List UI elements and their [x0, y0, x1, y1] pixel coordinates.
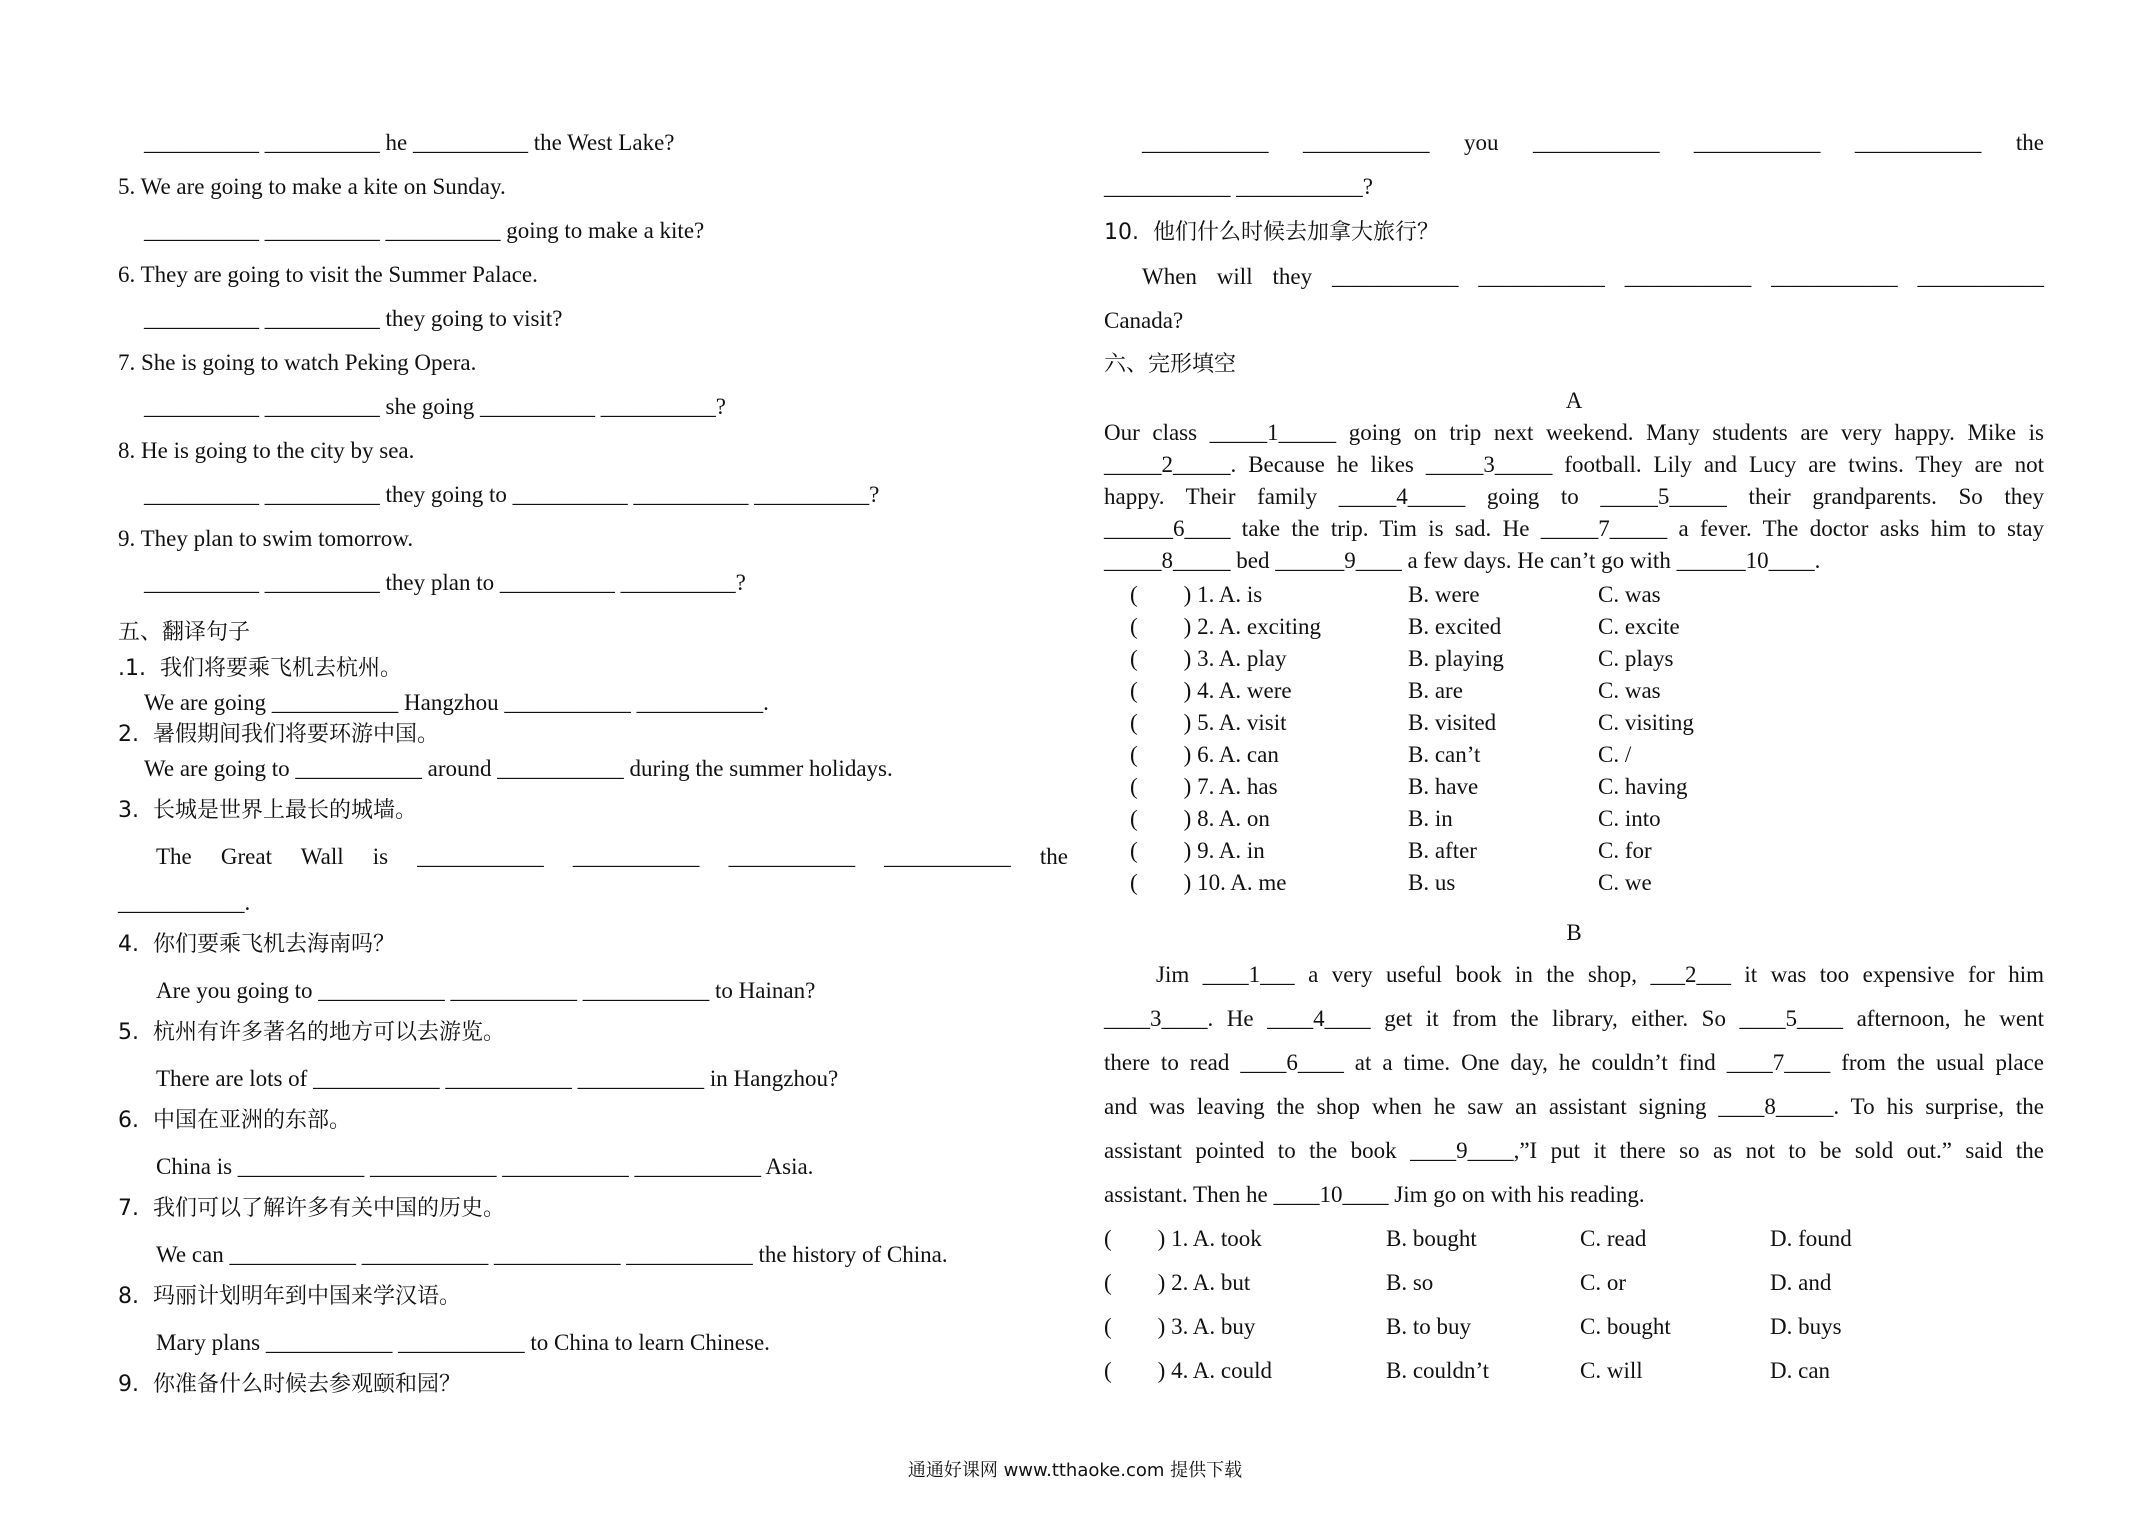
left-text-line: __________ __________ he __________ the West Lake?: [144, 130, 675, 155]
left-text-line: 7. She is going to watch Peking Opera.: [118, 350, 477, 375]
choices_a-option-b: B. are: [1408, 678, 1463, 703]
choices_a-option-c: C. /: [1598, 742, 1632, 767]
choices_b-option-q: ( ) 4. A. could: [1104, 1358, 1273, 1383]
left-text-line: 3. 长城是世界上最长的城墙。: [118, 798, 417, 823]
left-text-line: China is ___________ ___________ ___________ ___________ Asia.: [156, 1154, 814, 1179]
choices_a-option-q: ( ) 3. A. play: [1130, 646, 1287, 671]
right-text-line: B: [1566, 920, 1582, 945]
right-text-line: ___________ ___________ you ___________ ___________ ___________ the: [1142, 130, 2044, 155]
choices_a-option-c: C. was: [1598, 582, 1661, 607]
left-text-line: __________ __________ she going __________ __________?: [144, 394, 727, 419]
left-text-line: 8. 玛丽计划明年到中国来学汉语。: [118, 1284, 461, 1309]
left-text-line: __________ __________ they plan to __________ __________?: [144, 570, 746, 595]
choices_a-option-q: ( ) 7. A. has: [1130, 774, 1278, 799]
right-text-line: ____3____. He ____4____ get it from the library, either. So ____5____ afternoon, he went: [1104, 1006, 2044, 1031]
choices_a-option-c: C. into: [1598, 806, 1661, 831]
choices_a-option-c: C. excite: [1598, 614, 1680, 639]
choices_a-option-b: B. have: [1408, 774, 1479, 799]
right-text-line: A: [1565, 388, 1583, 413]
choices_b-option-d: D. buys: [1770, 1314, 1842, 1339]
left-text-line: Mary plans ___________ ___________ to China to learn Chinese.: [156, 1330, 770, 1355]
choices_b-option-b: B. couldn’t: [1386, 1358, 1490, 1383]
choices_a-option-q: ( ) 10. A. me: [1130, 870, 1287, 895]
right-text-line: ___________ ___________?: [1104, 174, 1373, 199]
right-text-line: and was leaving the shop when he saw an assistant signing ____8_____. To his surprise, the: [1104, 1094, 2044, 1119]
left-text-line: Are you going to ___________ ___________ ___________ to Hainan?: [156, 978, 816, 1003]
choices_b-option-d: D. and: [1770, 1270, 1832, 1295]
right-text-line: When will they ___________ ___________ ___________ ___________ ___________: [1142, 264, 2044, 289]
choices_b-option-q: ( ) 1. A. took: [1104, 1226, 1262, 1251]
left-text-line: There are lots of ___________ ___________ ___________ in Hangzhou?: [156, 1066, 839, 1091]
choices_b-option-q: ( ) 2. A. but: [1104, 1270, 1251, 1295]
choices_a-option-c: C. we: [1598, 870, 1652, 895]
left-text-line: __________ __________ __________ going to make a kite?: [144, 218, 705, 243]
left-text-line: We are going ___________ Hangzhou ___________ ___________.: [144, 690, 769, 715]
left-text-line: 9. 你准备什么时候去参观颐和园？: [118, 1372, 461, 1397]
left-text-line: 8. He is going to the city by sea.: [118, 438, 415, 463]
choices_a-option-b: B. visited: [1408, 710, 1497, 735]
left-text-line: 5. 杭州有许多著名的地方可以去游览。: [118, 1020, 505, 1045]
choices_b-option-c: C. or: [1580, 1270, 1626, 1295]
left-text-line: 五、翻译句子: [118, 620, 251, 645]
left-text-line: 6. 中国在亚洲的东部。: [118, 1108, 351, 1133]
choices_a-option-q: ( ) 8. A. on: [1130, 806, 1270, 831]
choices_b-option-c: C. bought: [1580, 1314, 1671, 1339]
left-text-line: 4. 你们要乘飞机去海南吗？: [118, 932, 395, 957]
choices_b-option-q: ( ) 3. A. buy: [1104, 1314, 1256, 1339]
left-text-line: __________ __________ they going to visit?: [144, 306, 563, 331]
right-text-line: 六、完形填空: [1104, 352, 1237, 377]
choices_b-option-c: C. read: [1580, 1226, 1647, 1251]
choices_b-option-b: B. bought: [1386, 1226, 1477, 1251]
left-text-line: 9. They plan to swim tomorrow.: [118, 526, 414, 551]
left-text-line: 5. We are going to make a kite on Sunday.: [118, 174, 506, 199]
choices_a-option-b: B. after: [1408, 838, 1477, 863]
choices_b-option-d: D. found: [1770, 1226, 1852, 1251]
choices_a-option-c: C. having: [1598, 774, 1688, 799]
choices_a-option-b: B. playing: [1408, 646, 1504, 671]
choices_a-option-b: B. were: [1408, 582, 1480, 607]
choices_a-option-q: ( ) 6. A. can: [1130, 742, 1279, 767]
choices_a-option-c: C. was: [1598, 678, 1661, 703]
choices_b-option-b: B. to buy: [1386, 1314, 1471, 1339]
left-text-line: 2. 暑假期间我们将要环游中国。: [118, 722, 439, 747]
choices_a-option-b: B. in: [1408, 806, 1453, 831]
right-text-line: happy. Their family _____4_____ going to _____5_____ their grandparents. So they: [1104, 484, 2044, 509]
choices_a-option-q: ( ) 2. A. exciting: [1130, 614, 1321, 639]
choices_b-option-c: C. will: [1580, 1358, 1643, 1383]
choices_a-option-q: ( ) 5. A. visit: [1130, 710, 1287, 735]
page-footer: 通通好课网 www.tthaoke.com 提供下载: [907, 1460, 1243, 1481]
choices_a-option-q: ( ) 4. A. were: [1130, 678, 1292, 703]
choices_a-option-b: B. can’t: [1408, 742, 1481, 767]
left-text-line: .1. 我们将要乘飞机去杭州。: [118, 656, 402, 681]
right-text-line: 10. 他们什么时候去加拿大旅行？: [1104, 220, 1439, 245]
right-text-line: Jim ____1___ a very useful book in the shop, ___2___ it was too expensive for him: [1156, 962, 2044, 987]
right-text-line: assistant. Then he ____10____ Jim go on with his reading.: [1104, 1182, 1645, 1207]
right-text-line: ______6____ take the trip. Tim is sad. He _____7_____ a fever. The doctor asks him to stay: [1104, 516, 2044, 541]
left-text-line: 7. 我们可以了解许多有关中国的历史。: [118, 1196, 505, 1221]
right-text-line: _____2_____. Because he likes _____3_____ football. Lily and Lucy are twins. They are not: [1104, 452, 2044, 477]
right-text-line: Our class _____1_____ going on trip next weekend. Many students are very happy. Mike is: [1104, 420, 2044, 445]
left-text-line: 6. They are going to visit the Summer Palace.: [118, 262, 538, 287]
left-text-line: __________ __________ they going to __________ __________ __________?: [144, 482, 880, 507]
choices_a-option-q: ( ) 9. A. in: [1130, 838, 1265, 863]
left-text-line: We can ___________ ___________ ___________ ___________ the history of China.: [156, 1242, 948, 1267]
right-text-line: there to read ____6____ at a time. One day, he couldn’t find ____7____ from the usual place: [1104, 1050, 2044, 1075]
choices_a-option-c: C. visiting: [1598, 710, 1694, 735]
choices_a-option-c: C. plays: [1598, 646, 1674, 671]
left-text-line: ___________.: [118, 890, 251, 915]
right-text-line: _____8_____ bed ______9____ a few days. He can’t go with ______10____.: [1104, 548, 1821, 573]
choices_a-option-q: ( ) 1. A. is: [1130, 582, 1263, 607]
right-text-line: assistant pointed to the book ____9____,”I put it there so as not to be sold out.” said the: [1104, 1138, 2044, 1163]
choices_b-option-b: B. so: [1386, 1270, 1434, 1295]
left-text-line: The Great Wall is ___________ ___________ ___________ ___________ the: [156, 844, 1068, 869]
choices_a-option-c: C. for: [1598, 838, 1652, 863]
choices_a-option-b: B. us: [1408, 870, 1456, 895]
choices_a-option-b: B. excited: [1408, 614, 1502, 639]
choices_b-option-d: D. can: [1770, 1358, 1831, 1383]
left-text-line: We are going to ___________ around ___________ during the summer holidays.: [144, 756, 893, 781]
right-text-line: Canada?: [1104, 308, 1184, 333]
